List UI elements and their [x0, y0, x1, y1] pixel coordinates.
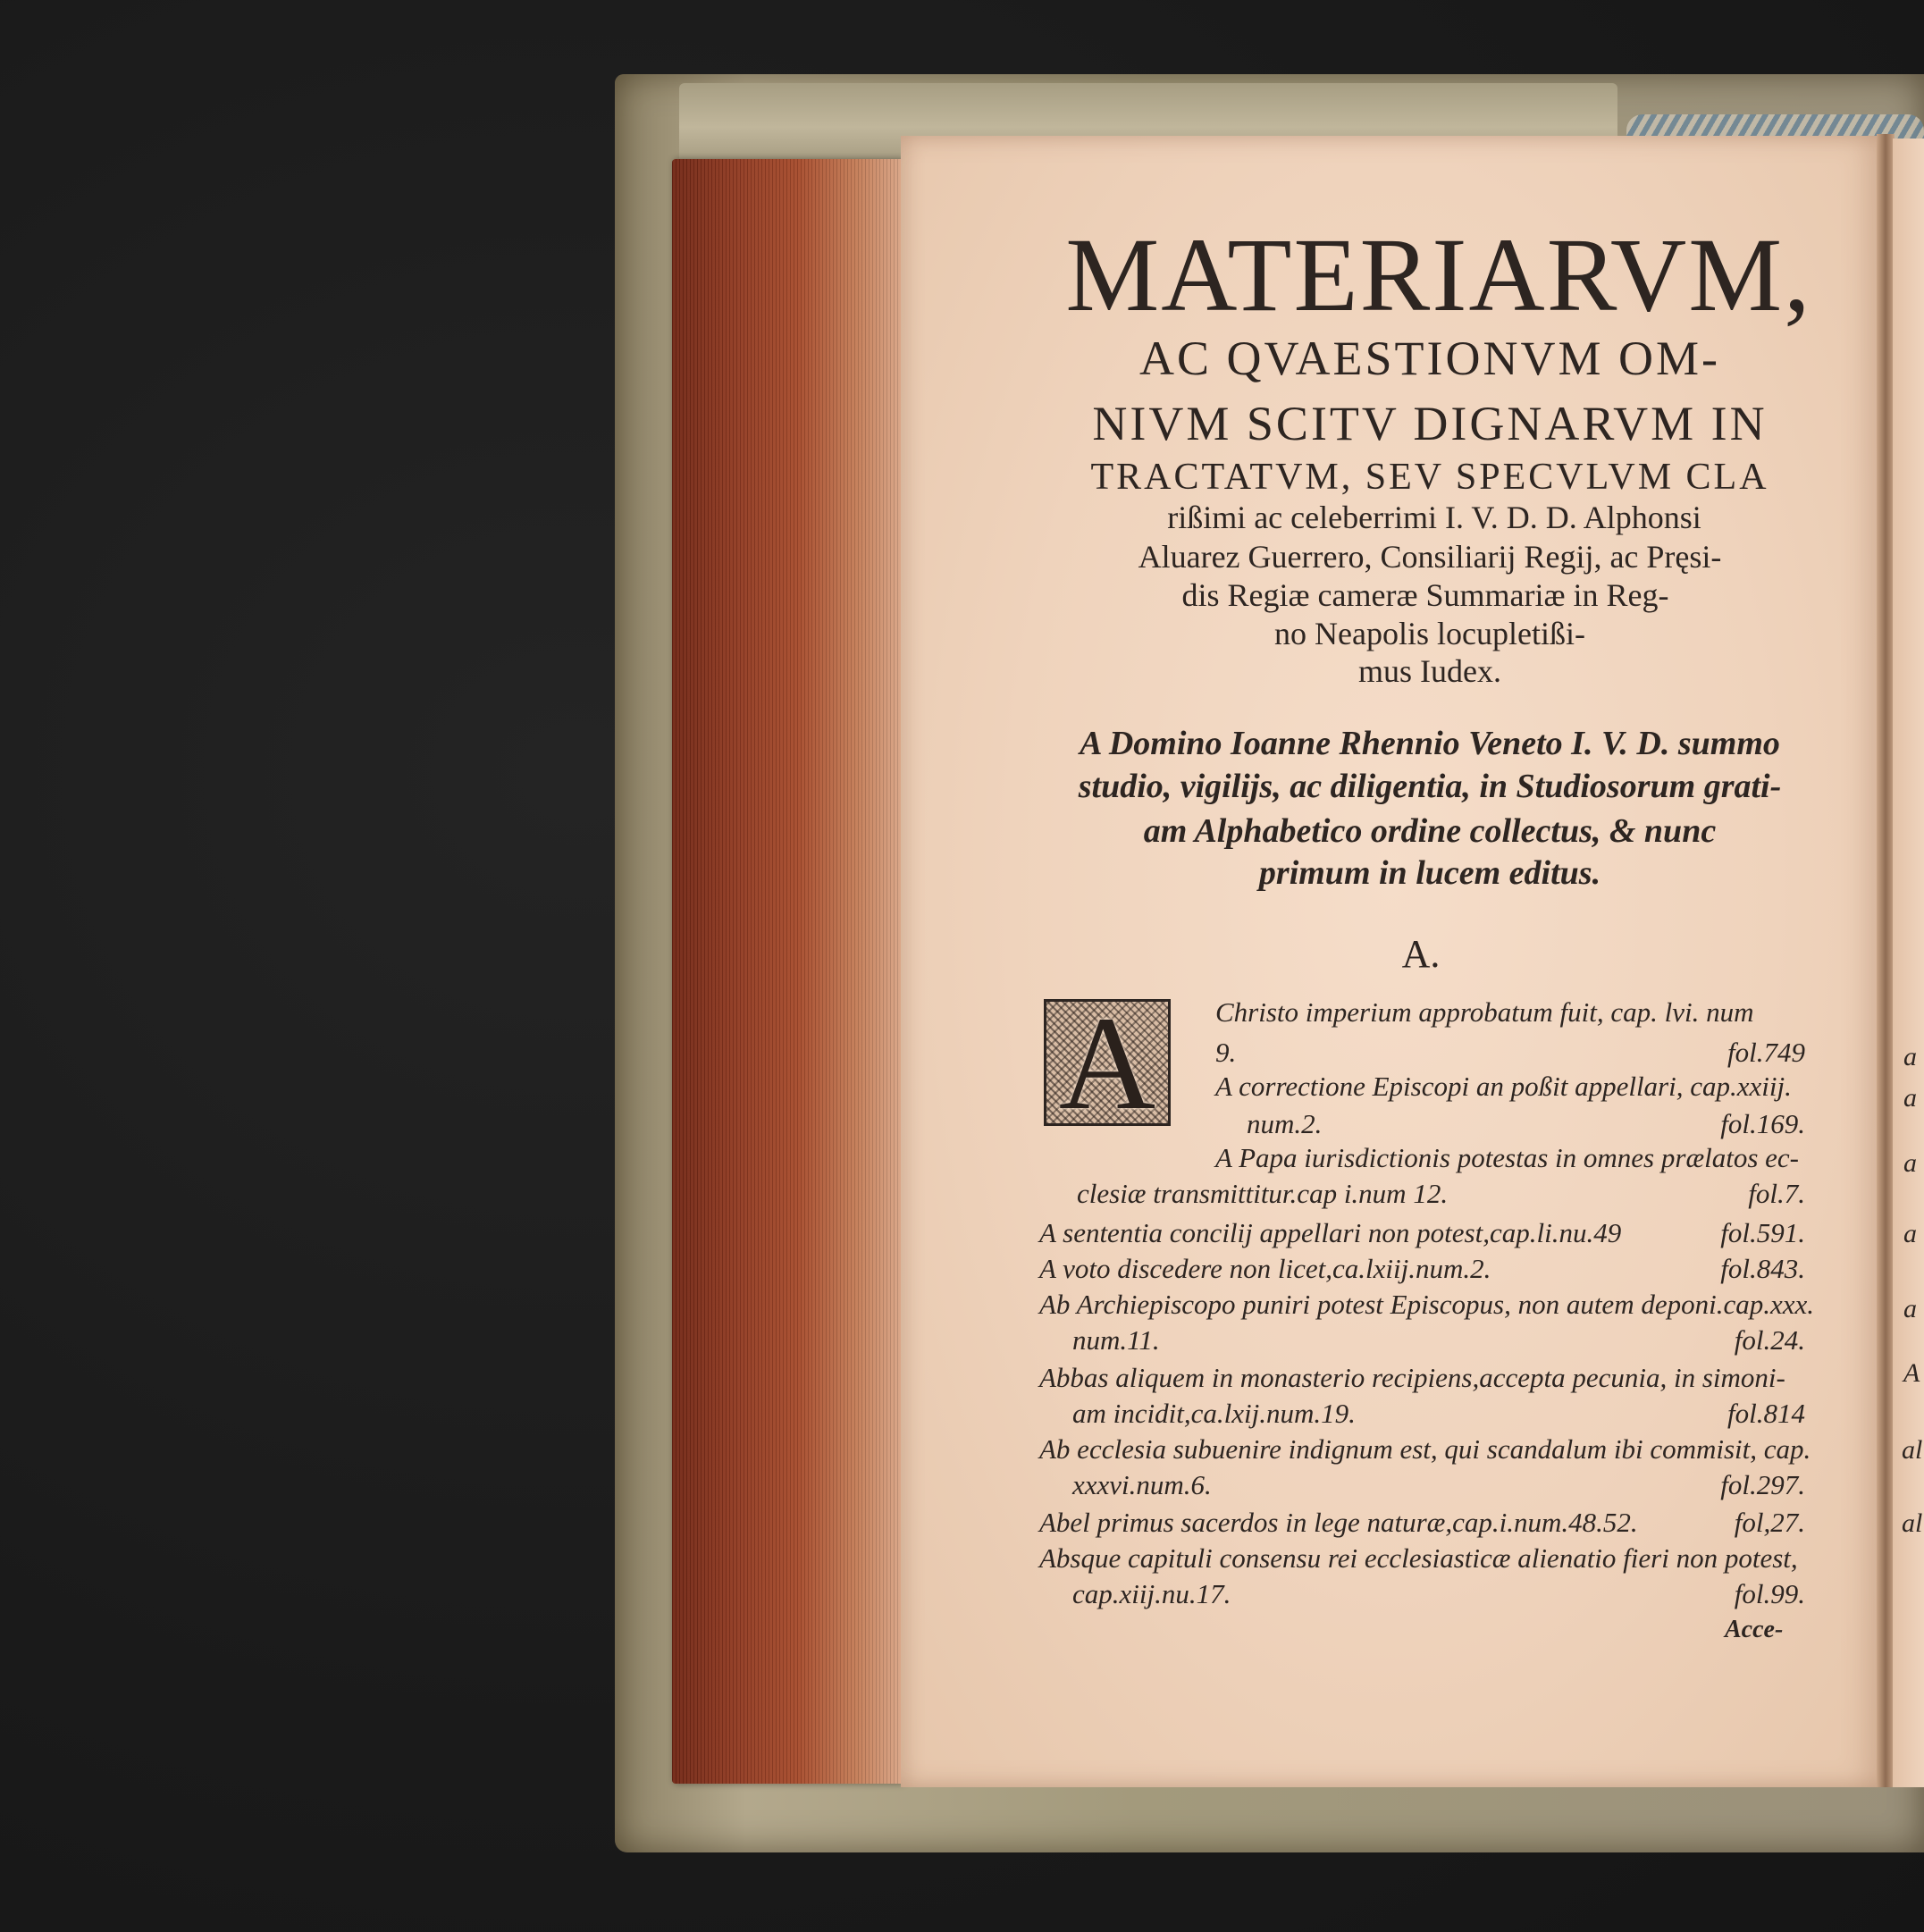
subtitle-line: Aluarez Guerrero, Consiliarij Regij, ac Pręsi- [1138, 539, 1722, 575]
folio-reference: fol.591. [1720, 1217, 1805, 1248]
subtitle-line: dis Regiæ cameræ Summariæ in Reg- [1181, 577, 1669, 613]
book-gutter [1877, 134, 1895, 1787]
facing-page-fragment: al [1902, 1508, 1923, 1538]
facing-page [1893, 139, 1924, 1787]
folio-reference: fol,27. [1734, 1507, 1805, 1538]
index-entry-continuation: am incidit,ca.lxij.num.19. [1072, 1398, 1356, 1429]
folio-reference: fol.99. [1734, 1578, 1805, 1609]
subtitle-line: no Neapolis locupletißi- [1274, 616, 1585, 651]
folio-reference: fol.7. [1748, 1178, 1805, 1209]
facing-page-fragment: a [1903, 1148, 1917, 1178]
index-entry: Ab Archiepiscopo puniri potest Episcopus, non autem deponi.cap.xxx. [1039, 1289, 1814, 1320]
facing-page-fragment: a [1903, 1219, 1917, 1248]
index-entry: A sententia concilij appellari non potest,cap.li.nu.49 [1039, 1217, 1622, 1248]
index-entry-continuation: 9. [1215, 1037, 1237, 1068]
index-entry-continuation: num.11. [1072, 1324, 1160, 1356]
page-title: MATERIARVM, [1065, 216, 1812, 333]
decorated-initial [1044, 989, 1171, 1138]
dedication-line: primum in lucem editus. [1258, 854, 1601, 892]
facing-page-fragment: a [1903, 1083, 1917, 1113]
folio-reference: fol.24. [1734, 1324, 1805, 1356]
facing-page-fragment: a [1903, 1294, 1917, 1323]
facing-page-fragment: A [1903, 1358, 1920, 1388]
index-entry: Absque capituli consensu rei ecclesiasticæ alienatio fieri non potest, [1039, 1542, 1798, 1574]
facing-page-fragment: a [1903, 1042, 1917, 1071]
dedication-line: A Domino Ioanne Rhennio Veneto I. V. D. summo [1080, 725, 1780, 762]
initial-letter: A [1058, 989, 1156, 1138]
title-line: TRACTATVM, SEV SPECVLVM CLA [1090, 457, 1769, 498]
index-entry: Ab ecclesia subuenire indignum est, qui scandalum ibi commisit, cap. [1039, 1433, 1811, 1465]
index-entry: A voto discedere non licet,ca.lxiij.num.2. [1039, 1253, 1491, 1284]
index-entry: A Papa iurisdictionis potestas in omnes prælatos ec- [1215, 1142, 1799, 1173]
folio-reference: fol.169. [1720, 1108, 1805, 1139]
folio-reference: fol.297. [1720, 1469, 1805, 1500]
dedication-line: studio, vigilijs, ac diligentia, in Studiosorum grati- [1078, 768, 1782, 805]
index-entry-continuation: xxxvi.num.6. [1072, 1469, 1212, 1500]
index-entry-continuation: num.2. [1247, 1108, 1323, 1139]
index-entry-continuation: clesiæ transmittitur.cap i.num 12. [1077, 1178, 1449, 1209]
dedication-line: am Alphabetico ordine collectus, & nunc [1143, 812, 1717, 850]
catchword: Acce- [1725, 1616, 1784, 1643]
index-entry: Abbas aliquem in monasterio recipiens,accepta pecunia, in simoni- [1039, 1362, 1785, 1393]
index-entry: Abel primus sacerdos in lege naturæ,cap.i.num.48.52. [1039, 1507, 1638, 1538]
subtitle-line: mus Iudex. [1358, 653, 1501, 689]
title-line: AC QVAESTIONVM OM- [1138, 332, 1721, 385]
folio-reference: fol.814 [1727, 1398, 1805, 1429]
index-entry-continuation: cap.xiij.nu.17. [1072, 1578, 1231, 1609]
section-letter: A. [1401, 932, 1441, 976]
facing-page-fragment: al [1902, 1435, 1923, 1465]
folio-reference: fol.843. [1720, 1253, 1805, 1284]
title-line: NIVM SCITV DIGNARVM IN [1092, 397, 1768, 450]
subtitle-line: rißimi ac celeberrimi I. V. D. D. Alphonsi [1167, 500, 1701, 535]
index-entry: A correctione Episcopi an poßit appellari, cap.xxiij. [1215, 1071, 1792, 1102]
index-entry: Christo imperium approbatum fuit, cap. lvi. num [1215, 996, 1754, 1028]
page-fore-edge [672, 159, 903, 1784]
folio-reference: fol.749 [1727, 1037, 1805, 1068]
